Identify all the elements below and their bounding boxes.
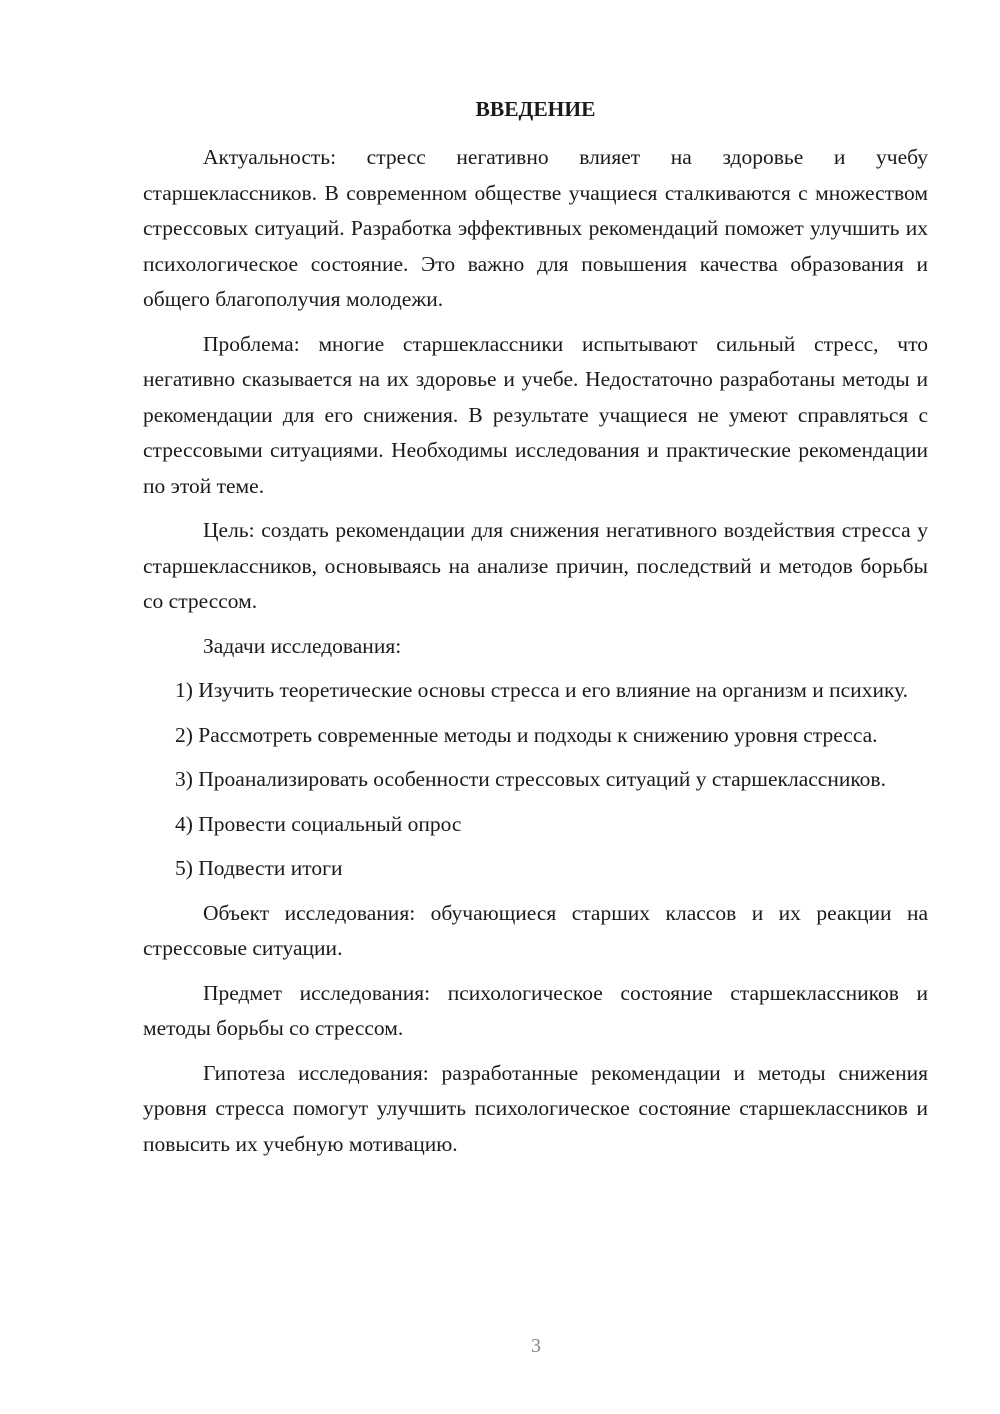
hypothesis-paragraph: Гипотеза исследования: разработанные рекомендации и методы снижения уровня стресса помогут улучшить психологическое состояние старшеклассников и повысить их учебную мотивацию. xyxy=(143,1060,928,1156)
tasks-heading: Задачи исследования: xyxy=(203,633,402,658)
task-item-5: 5) Подвести итоги xyxy=(175,856,343,880)
task-item-1: 1) Изучить теоретические основы стресса и его влияние на организм и психику. xyxy=(175,678,909,702)
page-title: ВВЕДЕНИЕ xyxy=(475,97,596,121)
task-item-3: 3) Проанализировать особенности стрессовых ситуаций у старшеклассников. xyxy=(175,767,886,791)
page-number: 3 xyxy=(531,1335,541,1357)
goal-paragraph: Цель: создать рекомендации для снижения негативного воздействия стресса у старшеклассников, основываясь на анализе причин, последствий и методов борьбы со стрессом. xyxy=(143,518,928,613)
subject-paragraph: Предмет исследования: психологическое состояние старшеклассников и методы борьбы со стрессом. xyxy=(143,980,928,1040)
problem-paragraph: Проблема: многие старшеклассники испытывают сильный стресс, что негативно сказывается на их здоровье и учебе. Недостаточно разработаны методы и рекомендации для его снижения. В результате учащиеся не умеют справляться с стрессовыми ситуациями. Необходимы исследования и практические рекомендации по этой теме. xyxy=(143,331,928,498)
task-item-4: 4) Провести социальный опрос xyxy=(175,811,462,836)
object-paragraph: Объект исследования: обучающиеся старших классов и их реакции на стрессовые ситуации. xyxy=(143,900,928,960)
document-body xyxy=(143,92,928,1162)
task-item-2: 2) Рассмотреть современные методы и подходы к снижению уровня стресса. xyxy=(175,722,878,747)
relevance-paragraph: Актуальность: стресс негативно влияет на здоровье и учебу старшеклассников. В современном обществе учащиеся сталкиваются с множеством стрессовых ситуаций. Разработка эффективных рекомендаций поможет улучшить их психологическое состояние. Это важно для повышения качества образования и общего благополучия молодежи. xyxy=(143,145,928,311)
